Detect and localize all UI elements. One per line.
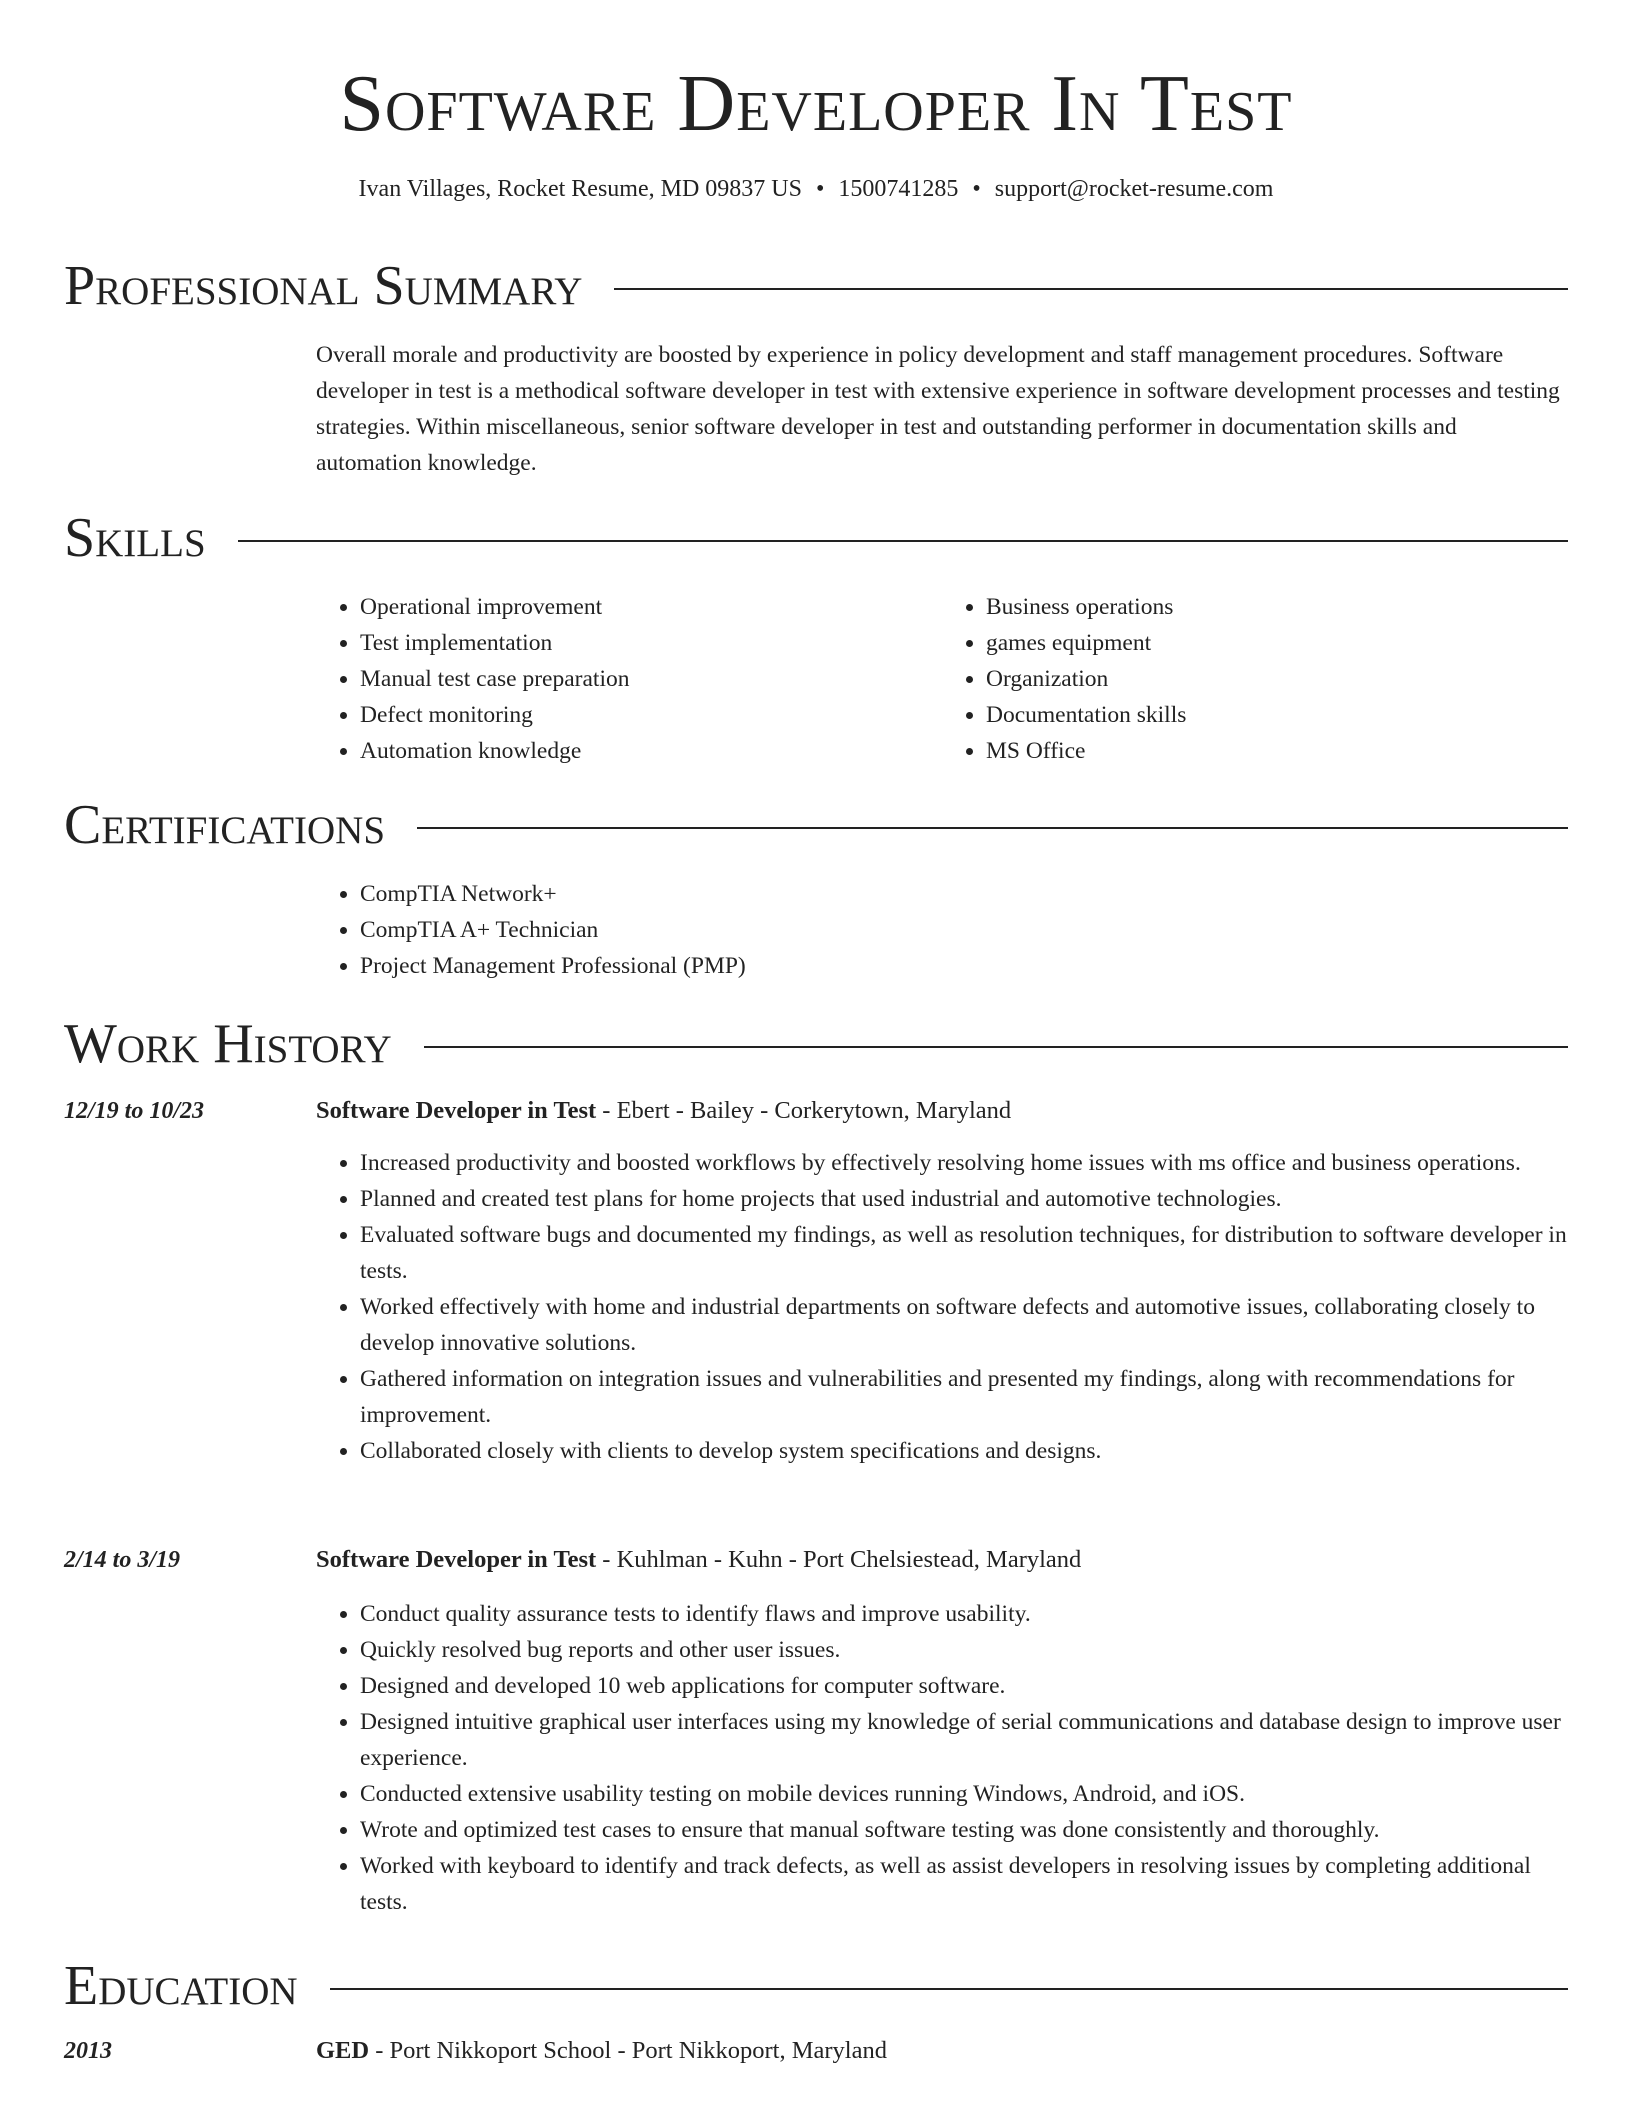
certifications-list [316, 876, 1568, 984]
contact-address: Ivan Villages, Rocket Resume, MD 09837 US [358, 176, 802, 202]
job-bullet: • Collaborated closely with clients to develop system specifications and designs. [360, 1433, 1568, 1469]
work-heading: Work History [64, 1013, 392, 1075]
job-bullet: • Quickly resolved bug reports and other user issues. [360, 1632, 1568, 1668]
job-bullet: • Conducted extensive usability testing on mobile devices running Windows, Android, and iOS. [360, 1776, 1568, 1812]
education-section-header [64, 1956, 1568, 2016]
job-entry [316, 1093, 1568, 1469]
section-divider [424, 1046, 1568, 1048]
job-dates: 2/14 to 3/19 [64, 1547, 181, 1573]
job-bullet: • Gathered information on integration issues and vulnerabilities and presented my findings, along with recommendations for improvement. [360, 1361, 1568, 1433]
job-bullets [316, 1596, 1568, 1920]
certifications-heading: Certifications [64, 794, 386, 856]
skill-item: • Test implementation [360, 625, 942, 661]
contact-separator: • [815, 176, 825, 202]
certifications-body [316, 876, 1568, 984]
job-dates: 12/19 to 10/23 [64, 1098, 205, 1124]
certification-item: • CompTIA A+ Technician [360, 912, 1568, 948]
education-entry [316, 2033, 1568, 2069]
skill-item: • Business operations [986, 589, 1568, 625]
skills-heading: Skills [64, 507, 206, 569]
candidate-name: Software Developer In Test [339, 60, 1293, 148]
skills-list-right [942, 589, 1568, 769]
summary-heading: Professional Summary [64, 255, 583, 317]
education-school: - Port Nikkoport School - Port Nikkoport, Maryland [369, 2037, 887, 2064]
education-year: 2013 [64, 2038, 112, 2064]
certifications-section-header [64, 795, 1568, 855]
skill-item: • Organization [986, 661, 1568, 697]
section-divider [614, 288, 1568, 290]
job-employer: - Ebert - Bailey - Corkerytown, Maryland [596, 1097, 1012, 1124]
skill-item: • MS Office [986, 733, 1568, 769]
job-bullet: • Worked effectively with home and industrial departments on software defects and automotive issues, collaborating closely to develop innovative solutions. [360, 1289, 1568, 1361]
skill-item: • Automation knowledge [360, 733, 942, 769]
certification-item: • Project Management Professional (PMP) [360, 948, 1568, 984]
contact-email: support@rocket-resume.com [994, 176, 1274, 202]
summary-body [316, 337, 1568, 481]
summary-text: Overall morale and productivity are boosted by experience in policy development and staff management procedures. Software developer in test is a methodical software developer in test with extensive experience in software development processes and testing strategies. Within miscellaneous, senior software developer in test and outstanding performer in documentation skills and automation knowledge. [316, 342, 1560, 476]
job-entry [316, 1542, 1568, 1920]
contact-line [0, 174, 1632, 204]
certification-item: • CompTIA Network+ [360, 876, 1568, 912]
skills-body [316, 589, 1568, 769]
skill-item: • Defect monitoring [360, 697, 942, 733]
skill-item: • Documentation skills [986, 697, 1568, 733]
job-employer: - Kuhlman - Kuhn - Port Chelsiestead, Maryland [596, 1546, 1082, 1573]
section-divider [330, 1988, 1568, 1990]
skills-list-left [316, 589, 942, 769]
job-bullet: • Planned and created test plans for home projects that used industrial and automotive technologies. [360, 1181, 1568, 1217]
work-section-header [64, 1014, 1568, 1074]
contact-phone: 1500741285 [838, 176, 959, 202]
job-bullet: • Designed and developed 10 web applications for computer software. [360, 1668, 1568, 1704]
skill-item: • Manual test case preparation [360, 661, 942, 697]
job-title-line [316, 1093, 1568, 1129]
job-bullets [316, 1145, 1568, 1469]
job-bullet: • Wrote and optimized test cases to ensure that manual software testing was done consistently and thoroughly. [360, 1812, 1568, 1848]
section-divider [417, 827, 1568, 829]
summary-section-header [64, 256, 1568, 316]
job-title-line [316, 1542, 1568, 1578]
section-divider [238, 540, 1568, 542]
skill-item: • games equipment [986, 625, 1568, 661]
job-title: Software Developer in Test [316, 1546, 597, 1573]
education-line [316, 2033, 1568, 2069]
job-bullet: • Designed intuitive graphical user interfaces using my knowledge of serial communications and database design to improve user experience. [360, 1704, 1568, 1776]
job-bullet: • Worked with keyboard to identify and track defects, as well as assist developers in resolving issues by completing additional tests. [360, 1848, 1568, 1920]
skill-item: • Operational improvement [360, 589, 942, 625]
skills-section-header [64, 508, 1568, 568]
job-bullet: • Conduct quality assurance tests to identify flaws and improve usability. [360, 1596, 1568, 1632]
job-bullet: • Evaluated software bugs and documented my findings, as well as resolution techniques, for distribution to software developer in tests. [360, 1217, 1568, 1289]
contact-separator: • [972, 176, 981, 202]
job-title: Software Developer in Test [316, 1097, 597, 1124]
skills-grid [316, 589, 1568, 769]
education-heading: Education [64, 1955, 298, 2017]
education-degree: GED [316, 2037, 370, 2064]
job-bullet: • Increased productivity and boosted workflows by effectively resolving home issues with ms office and business operations. [360, 1145, 1568, 1181]
